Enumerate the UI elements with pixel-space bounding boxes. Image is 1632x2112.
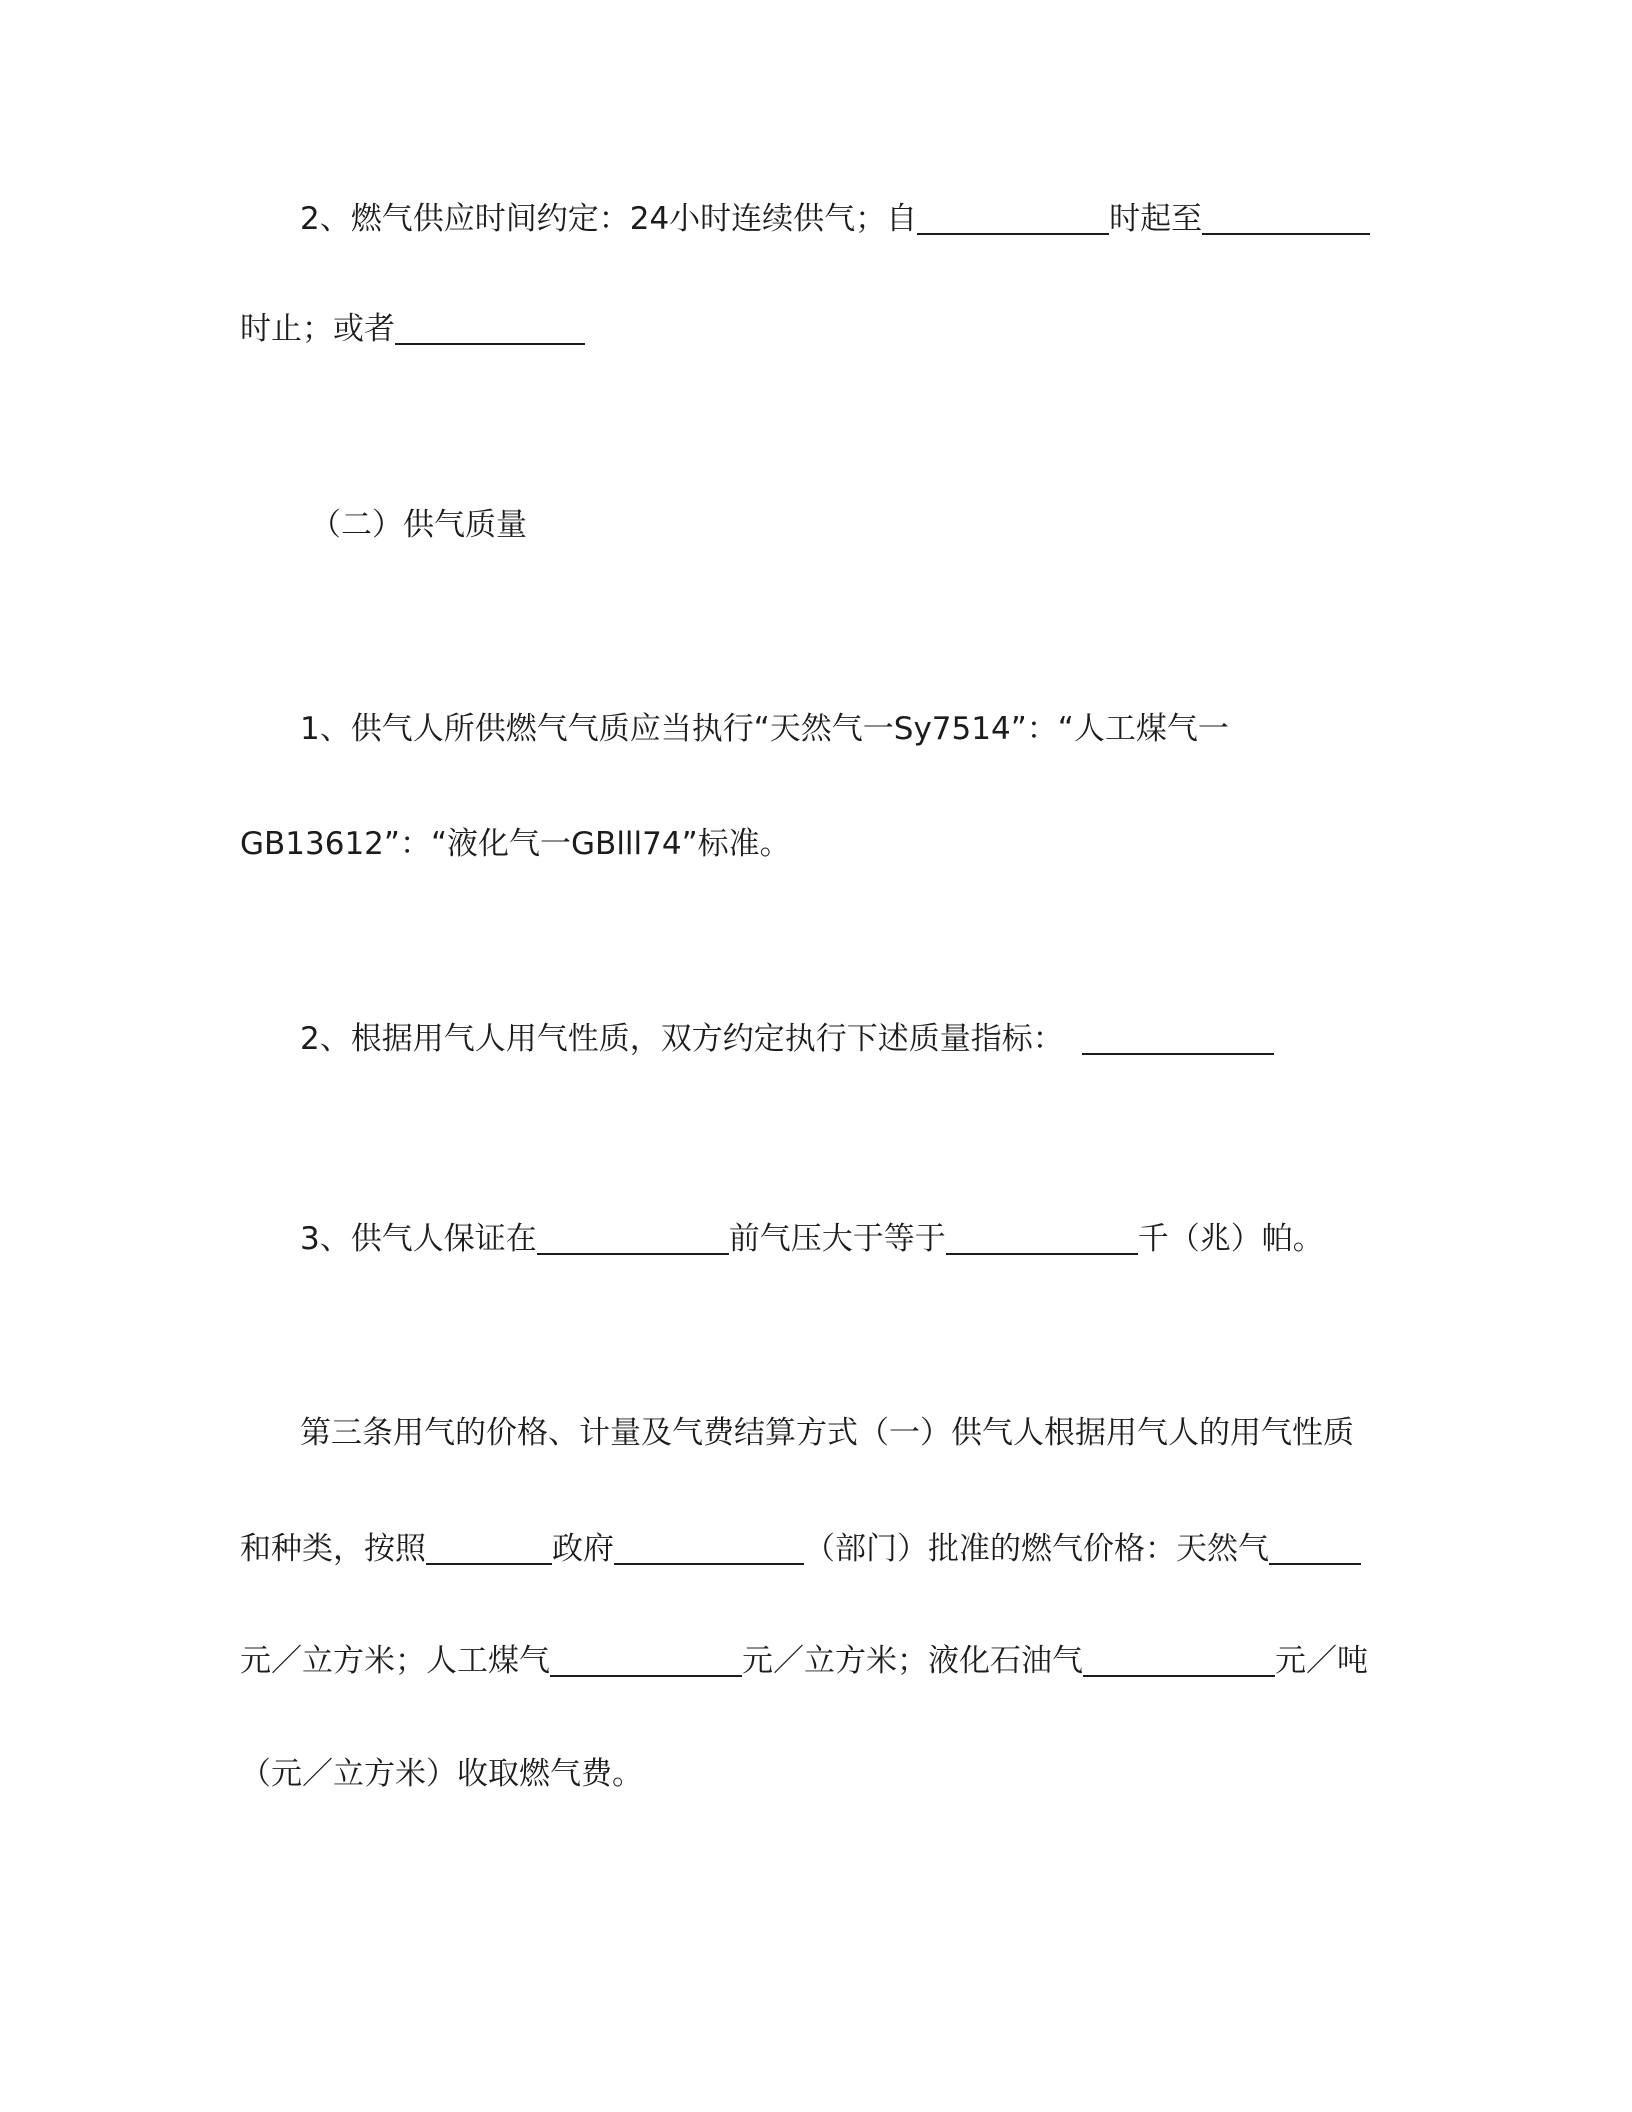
- text-segment: （元／立方米）收取燃气费。: [240, 1756, 643, 1792]
- text-segment: 时起至: [1109, 201, 1203, 237]
- text-segment: 时止；或者: [240, 311, 395, 347]
- text-segment: 元／吨: [1275, 1643, 1368, 1679]
- price-section-line: [300, 1413, 1354, 1453]
- text-segment: 前气压大于等于: [728, 1221, 946, 1257]
- gas-supply-time-line-cont: [240, 309, 585, 349]
- quality-standard-line-cont: [240, 824, 791, 864]
- text-segment: （部门）批准的燃气价格：天然气: [804, 1531, 1269, 1567]
- pressure-guarantee-line: [300, 1219, 1324, 1259]
- price-values-line: [240, 1641, 1368, 1681]
- department-blank[interactable]: [614, 1533, 804, 1565]
- text-segment: 元／立方米；人工煤气: [240, 1643, 550, 1679]
- government-blank[interactable]: [426, 1533, 552, 1565]
- start-time-blank[interactable]: [917, 203, 1109, 235]
- text-segment: GB13612”：“液化气一GBlll74”标准。: [240, 826, 791, 862]
- section-heading-gas-quality: [310, 505, 527, 545]
- location-blank[interactable]: [537, 1223, 729, 1255]
- artificial-gas-price-blank[interactable]: [550, 1645, 742, 1677]
- text-segment: 第三条用气的价格、计量及气费结算方式（一）供气人根据用气人的用气性质: [300, 1415, 1354, 1451]
- natural-gas-price-blank[interactable]: [1269, 1533, 1361, 1565]
- pressure-value-blank[interactable]: [946, 1223, 1138, 1255]
- price-approval-line: [240, 1529, 1361, 1569]
- text-segment: 3、供气人保证在: [300, 1221, 537, 1257]
- text-segment: 元／立方米；液化石油气: [742, 1643, 1083, 1679]
- quality-indicator-line: [300, 1019, 1274, 1059]
- text-segment: 千（兆）帕。: [1137, 1221, 1324, 1257]
- lpg-price-blank[interactable]: [1083, 1645, 1275, 1677]
- quality-standard-line: [300, 709, 1229, 749]
- text-segment: 和种类，按照: [240, 1531, 426, 1567]
- text-segment: 1、供气人所供燃气气质应当执行“天然气一Sy7514”：“人工煤气一: [300, 711, 1229, 747]
- end-time-blank[interactable]: [1202, 203, 1370, 235]
- text-segment: 政府: [552, 1531, 614, 1567]
- quality-indicator-blank[interactable]: [1082, 1023, 1274, 1055]
- gas-supply-time-line: [300, 199, 1370, 239]
- price-collection-line: [240, 1754, 643, 1794]
- text-segment: 2、燃气供应时间约定：24小时连续供气；自: [300, 201, 918, 237]
- text-segment: 2、根据用气人用气性质，双方约定执行下述质量指标：: [300, 1021, 1064, 1057]
- alternative-time-blank[interactable]: [395, 313, 585, 345]
- heading-text: （二）供气质量: [310, 507, 527, 543]
